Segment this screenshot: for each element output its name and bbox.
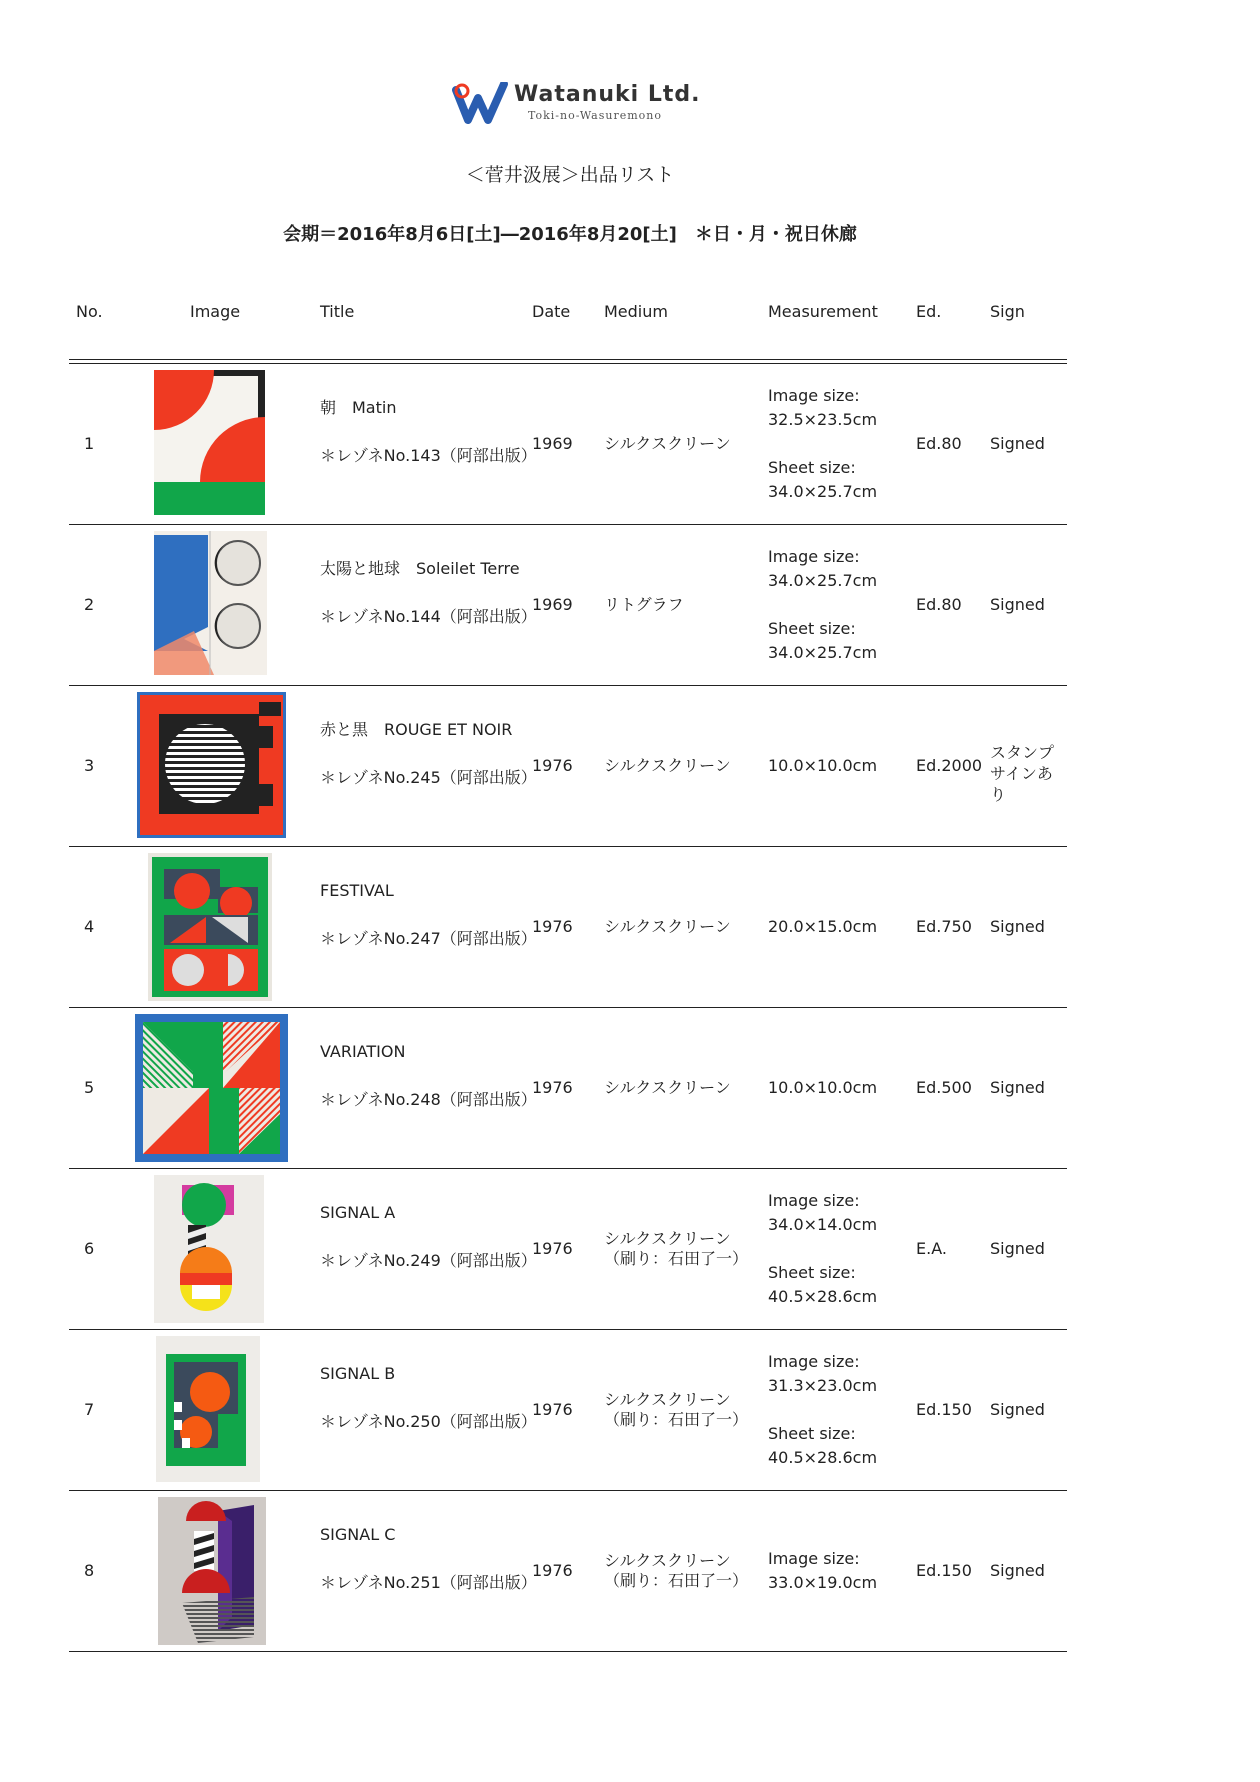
artwork-thumbnail (154, 531, 267, 675)
signature: Signed (990, 595, 1045, 614)
artwork-measurement: 10.0×10.0cm (768, 756, 878, 775)
artwork-title: 太陽と地球 Soleilet Terre (320, 559, 520, 578)
artwork-title-block (320, 396, 537, 468)
col-header-image: Image (190, 302, 241, 321)
row-number: 2 (84, 595, 95, 614)
artwork-date: 1976 (532, 1078, 573, 1097)
row-number: 7 (84, 1400, 95, 1419)
artwork-title-block (320, 1201, 537, 1273)
watanuki-logo-icon (452, 82, 510, 124)
artwork-date: 1969 (532, 595, 573, 614)
artwork-medium: シルクスクリーン (604, 1078, 731, 1097)
edition: Ed.80 (916, 434, 962, 453)
table-row (0, 1169, 1140, 1329)
edition: E.A. (916, 1239, 947, 1258)
col-header-no: No. (76, 302, 103, 321)
company-name: Watanuki Ltd. (514, 82, 701, 107)
medium-name: シルクスクリーン (604, 1390, 731, 1409)
artwork-title: VARIATION (320, 1042, 406, 1061)
medium-note: （刷り：石田了一） (604, 1571, 749, 1590)
row-divider (69, 1651, 1067, 1652)
artwork-medium: シルクスクリーン (604, 917, 731, 936)
artwork-medium: シルクスクリーン (604, 756, 731, 775)
artwork-measurement: Image size: 34.0×25.7cm Sheet size: 34.0×25.7cm (768, 547, 878, 662)
artwork-date: 1969 (532, 434, 573, 453)
signature: Signed (990, 434, 1045, 453)
page-title: ＜菅井汲展＞出品リスト (465, 164, 675, 186)
signature: Signed (990, 1239, 1045, 1258)
artwork-title: SIGNAL A (320, 1203, 396, 1222)
catalogue-ref: ＊レゾネNo.143（阿部出版） (320, 446, 537, 465)
edition: Ed.500 (916, 1078, 972, 1097)
table-row (0, 686, 1140, 846)
row-number: 1 (84, 434, 95, 453)
catalogue-ref: ＊レゾネNo.247（阿部出版） (320, 929, 537, 948)
table-row (0, 1491, 1140, 1651)
col-header-medium: Medium (604, 302, 668, 321)
artwork-thumbnail (154, 1175, 264, 1323)
artwork-date: 1976 (532, 1561, 573, 1580)
catalogue-ref: ＊レゾネNo.245（阿部出版） (320, 768, 537, 787)
artwork-thumbnail (137, 692, 286, 838)
catalogue-ref: ＊レゾネNo.248（阿部出版） (320, 1090, 537, 1109)
company-tagline: Toki-no-Wasuremono (528, 109, 662, 122)
catalogue-ref: ＊レゾネNo.144（阿部出版） (320, 607, 537, 626)
artwork-measurement: Image size: 31.3×23.0cm Sheet size: 40.5×28.6cm (768, 1352, 878, 1467)
edition: Ed.2000 (916, 756, 983, 775)
catalogue-ref: ＊レゾネNo.251（阿部出版） (320, 1573, 537, 1592)
artwork-title-block (320, 718, 537, 790)
artwork-date: 1976 (532, 1239, 573, 1258)
artwork-measurement: Image size: 33.0×19.0cm (768, 1549, 878, 1592)
artwork-measurement: 20.0×15.0cm (768, 917, 878, 936)
artwork-measurement: Image size: 34.0×14.0cm Sheet size: 40.5×28.6cm (768, 1191, 878, 1306)
artwork-thumbnail (135, 1014, 288, 1162)
edition: Ed.150 (916, 1400, 972, 1419)
company-logo (452, 80, 702, 128)
row-number: 8 (84, 1561, 95, 1580)
artwork-title-block (320, 879, 537, 951)
artwork-medium (604, 1229, 754, 1269)
artwork-medium (604, 1390, 754, 1430)
col-header-sign: Sign (990, 302, 1025, 321)
artwork-thumbnail (158, 1497, 266, 1645)
artwork-medium: シルクスクリーン (604, 434, 731, 453)
col-header-title: Title (320, 302, 355, 321)
artwork-measurement: 10.0×10.0cm (768, 1078, 878, 1097)
catalogue-ref: ＊レゾネNo.249（阿部出版） (320, 1251, 537, 1270)
col-header-date: Date (532, 302, 571, 321)
edition: Ed.750 (916, 917, 972, 936)
artwork-date: 1976 (532, 917, 573, 936)
artwork-thumbnail (156, 1336, 260, 1482)
artwork-title: SIGNAL B (320, 1364, 396, 1383)
edition: Ed.80 (916, 595, 962, 614)
artwork-date: 1976 (532, 756, 573, 775)
artwork-title: 赤と黒 ROUGE ET NOIR (320, 720, 513, 739)
row-number: 3 (84, 756, 95, 775)
catalogue-ref: ＊レゾネNo.250（阿部出版） (320, 1412, 537, 1431)
medium-name: シルクスクリーン (604, 1229, 731, 1248)
artwork-measurement: Image size: 32.5×23.5cm Sheet size: 34.0×25.7cm (768, 386, 878, 501)
table-row (0, 1330, 1140, 1490)
artwork-medium (604, 1551, 754, 1591)
artwork-title: FESTIVAL (320, 881, 394, 900)
medium-note: （刷り：石田了一） (604, 1249, 749, 1268)
artwork-title-block (320, 1362, 537, 1434)
artwork-thumbnail (154, 370, 265, 515)
signature: スタンプサインあり (990, 743, 1055, 804)
signature: Signed (990, 917, 1045, 936)
row-number: 6 (84, 1239, 95, 1258)
edition: Ed.150 (916, 1561, 972, 1580)
artwork-medium: リトグラフ (604, 595, 684, 614)
signature: Signed (990, 1078, 1045, 1097)
table-row (0, 364, 1140, 524)
artwork-title: 朝 Matin (320, 398, 397, 417)
artwork-date: 1976 (532, 1400, 573, 1419)
exhibition-period: 会期＝2016年8月6日[土]―2016年8月20[土] ＊日・月・祝日休廊 (283, 224, 857, 245)
artwork-title-block (320, 1523, 537, 1595)
table-row (0, 1008, 1140, 1168)
artwork-title: SIGNAL C (320, 1525, 396, 1544)
signature: Signed (990, 1400, 1045, 1419)
artwork-thumbnail (148, 853, 272, 1001)
artwork-title-block (320, 1040, 537, 1112)
col-header-ed: Ed. (916, 302, 942, 321)
medium-note: （刷り：石田了一） (604, 1410, 749, 1429)
table-row (0, 847, 1140, 1007)
signature: Signed (990, 1561, 1045, 1580)
medium-name: シルクスクリーン (604, 1551, 731, 1570)
col-header-measurement: Measurement (768, 302, 878, 321)
table-row (0, 525, 1140, 685)
row-number: 4 (84, 917, 95, 936)
artwork-title-block (320, 557, 537, 629)
row-number: 5 (84, 1078, 95, 1097)
